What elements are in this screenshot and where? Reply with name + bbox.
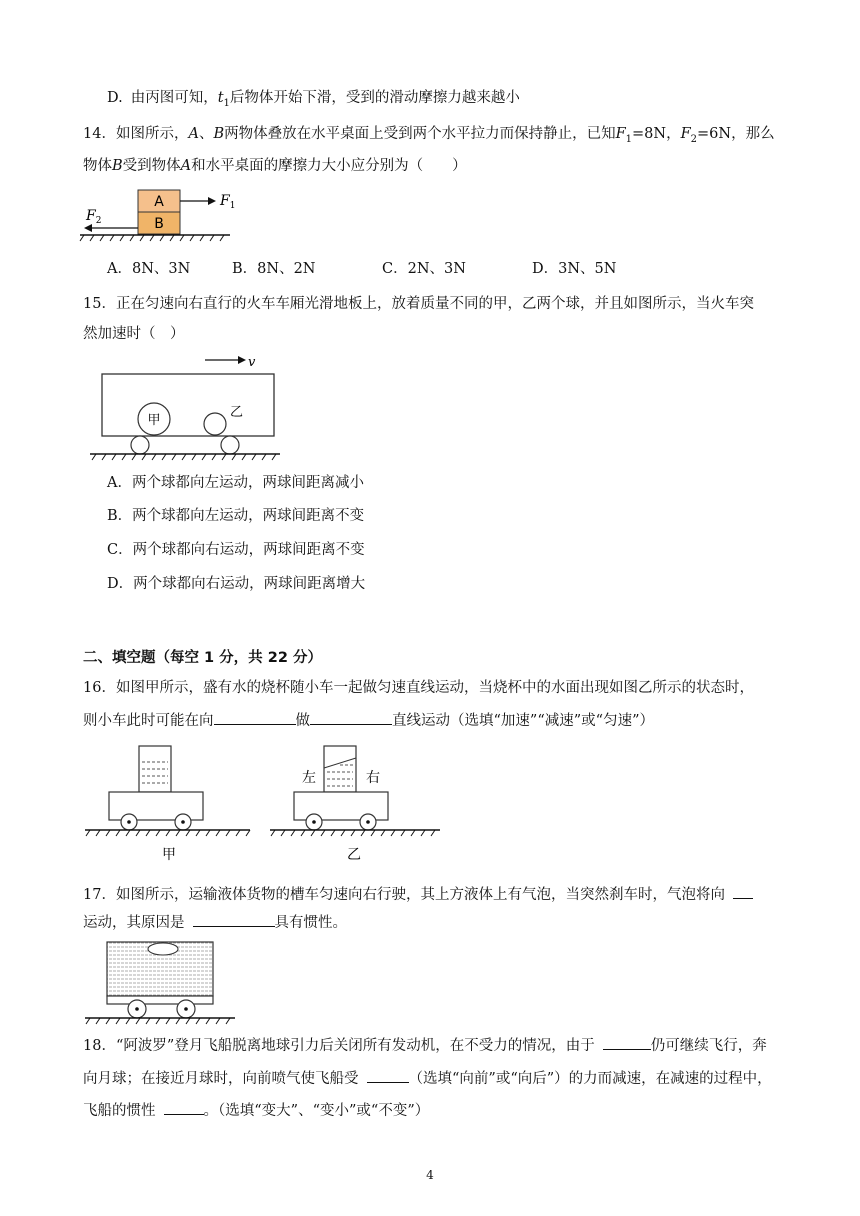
q15-stem-line1: 15．正在匀速向右直行的火车车厢光滑地板上，放着质量不同的甲，乙两个球，并且如图所示，当火车突	[83, 296, 754, 312]
q14-f2-val: =6N，那么	[697, 126, 775, 142]
q18-stem-line2	[83, 1068, 772, 1089]
q15-option-d[interactable]: D．两个球都向右运动，两球间距离增大	[107, 576, 366, 592]
q15-ball-yi	[204, 413, 226, 435]
q16-stem-line1: 16．如图甲所示，盛有水的烧杯随小车一起做匀速直线运动，当烧杯中的水面出现如图乙所示的状态时，	[83, 680, 754, 696]
q16-label-right: 右	[366, 770, 380, 786]
q14-var-a: A	[188, 126, 199, 142]
q17-blank-2[interactable]	[193, 912, 275, 927]
q14-f1-val: =8N，	[632, 126, 681, 142]
q17-bubble	[148, 943, 178, 955]
q14-option-b[interactable]: B．8N、2N	[232, 261, 316, 277]
q16-blank-1[interactable]	[214, 710, 296, 725]
q18-blank-1[interactable]	[603, 1035, 651, 1050]
q13-option-d-label: D.	[107, 90, 123, 106]
q15-option-b[interactable]: B．两个球都向左运动，两球间距离不变	[107, 508, 365, 524]
q14-sep: 、	[198, 126, 214, 142]
q13-option-d-var: t	[217, 90, 224, 106]
q14-l2-var-a: A	[180, 158, 192, 174]
q14-option-a[interactable]: A．8N、3N	[107, 261, 191, 277]
q16-l2-a: 则小车此时可能在向	[83, 713, 214, 729]
q16-stem-line2	[83, 710, 654, 731]
q13-option-d-sub: 1	[223, 97, 230, 109]
q14-f2-label: $F_2$	[86, 208, 102, 226]
page-number: 4	[426, 1168, 434, 1182]
q14-var-b: B	[213, 126, 225, 142]
q17-stem-line1	[83, 884, 753, 905]
q16-figure-yi	[270, 742, 445, 864]
q17-figure	[85, 937, 245, 1027]
q14-l2-text-c: 和水平桌面的摩擦力大小应分别为（ ）	[191, 158, 467, 174]
q14-option-c[interactable]: C．2N、3N	[382, 261, 466, 277]
q14-stem-line2	[83, 156, 467, 176]
q14-f1-sub: 1	[625, 133, 633, 145]
q18-blank-3[interactable]	[164, 1100, 204, 1115]
q18-stem-line3	[83, 1100, 429, 1121]
q15-option-c[interactable]: C．两个球都向右运动，两球间距离不变	[107, 542, 365, 558]
q16-caption-jia: 甲	[162, 847, 176, 863]
q14-block-b-label: B	[154, 216, 164, 232]
q15-velocity-label: v	[248, 355, 256, 370]
q17-l2-b: 具有惯性。	[274, 915, 347, 931]
q18-stem-line1	[83, 1035, 767, 1056]
q17-blank-1[interactable]	[733, 884, 753, 899]
q16-blank-2[interactable]	[310, 710, 392, 725]
q15-stem-line2: 然加速时（ ）	[83, 326, 185, 342]
q17-l1-text: 17．如图所示，运输液体货物的槽车匀速向右行驶，其上方液体上有气泡，当突然刹车时，气泡将向	[83, 887, 725, 903]
q14-option-d[interactable]: D．3N、5N	[532, 261, 617, 277]
q14-f1-label: $F_1$	[220, 193, 236, 211]
q16-label-left: 左	[302, 770, 316, 786]
q14-l2-a: 物体	[83, 158, 112, 174]
q18-l1-b: 仍可继续飞行，奔	[650, 1038, 767, 1054]
q14-text: 14．如图所示，	[83, 126, 189, 142]
q18-l3-a: 飞船的惯性	[83, 1103, 156, 1119]
q18-l2-a: 向月球；在接近月球时，向前喷气使飞船受	[83, 1071, 359, 1087]
q16-figure-jia	[85, 742, 255, 864]
q16-l2-b: 做	[295, 713, 310, 729]
q14-f1: F	[615, 126, 626, 142]
q14-l2-b: B	[112, 158, 123, 174]
section-2-title: 二、填空题（每空 1 分，共 22 分）	[83, 650, 322, 666]
q14-stem-line1	[83, 124, 775, 150]
q18-l3-b: 。（选填“变大”、“变小”或“不变”）	[203, 1103, 430, 1119]
q14-text-b: 两物体叠放在水平桌面上受到两个水平拉力而保持静止，已知	[224, 126, 616, 142]
q18-l2-b: （选填“向前”或“向后”）的力而减速，在减速的过程中，	[408, 1071, 772, 1087]
q13-option-d	[107, 88, 520, 114]
q15-option-a[interactable]: A．两个球都向左运动，两球间距离减小	[107, 475, 364, 491]
q14-block-a-label: A	[154, 194, 164, 210]
q14-figure	[80, 185, 240, 245]
q18-l1-a: 18．“阿波罗”登月飞船脱离地球引力后关闭所有发动机，在不受力的情况，由于	[83, 1038, 595, 1054]
q14-f2-sub: 2	[690, 133, 698, 145]
q17-stem-line2	[83, 912, 347, 933]
q18-blank-2[interactable]	[367, 1068, 409, 1083]
q13-option-d-text-b: 后物体开始下滑，受到的滑动摩擦力越来越小	[229, 90, 520, 106]
q17-l2-a: 运动，其原因是	[83, 915, 185, 931]
q15-ball-yi-label: 乙	[230, 405, 244, 420]
q13-option-d-text-a: 由丙图可知，	[130, 90, 218, 106]
q15-figure	[90, 348, 280, 463]
q14-l2-text-b: 受到物体	[122, 158, 181, 174]
q14-f2: F	[680, 126, 691, 142]
q16-l2-c: 直线运动（选填“加速”“减速”或“匀速”）	[392, 713, 654, 729]
q15-ball-jia-label: 甲	[147, 413, 161, 428]
q16-caption-yi: 乙	[347, 847, 361, 863]
